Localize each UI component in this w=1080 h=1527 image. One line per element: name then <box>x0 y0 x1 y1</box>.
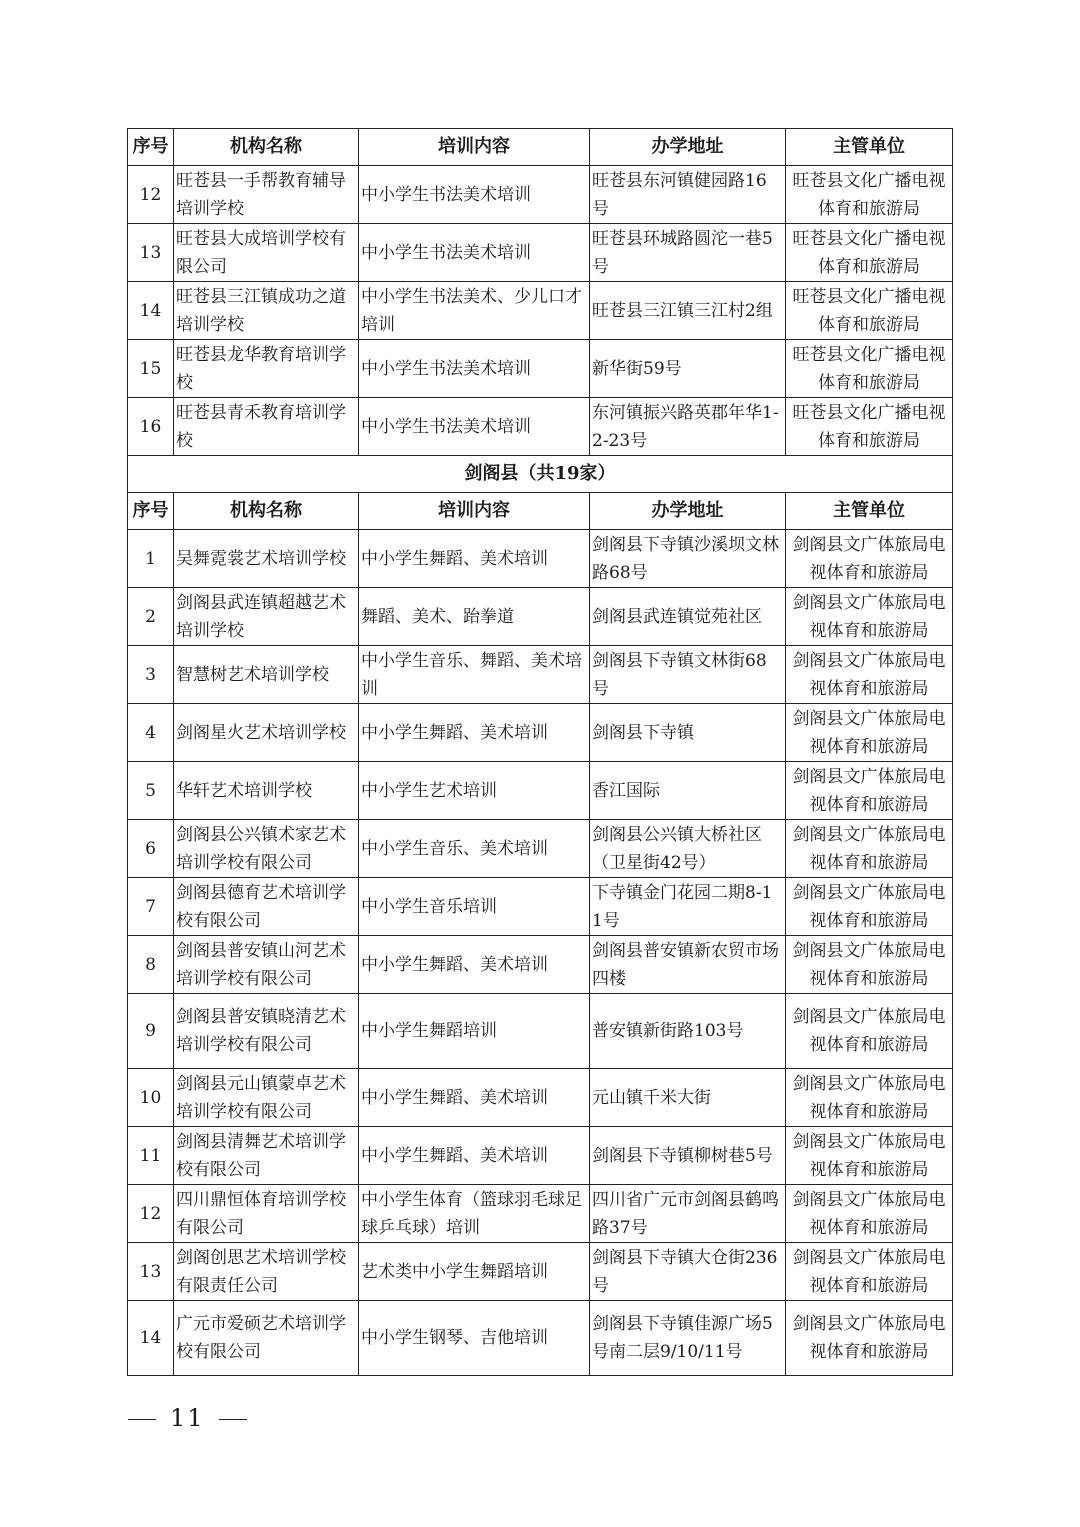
header-cell-unit: 主管单位 <box>786 493 953 530</box>
cell-content: 中小学生钢琴、吉他培训 <box>359 1301 590 1376</box>
cell-unit: 剑阁县文广体旅局电视体育和旅游局 <box>786 1301 953 1376</box>
cell-no: 13 <box>128 224 174 282</box>
cell-unit: 剑阁县文广体旅局电视体育和旅游局 <box>786 762 953 820</box>
cell-content: 中小学生书法美术培训 <box>359 166 590 224</box>
cell-content: 中小学生书法美术培训 <box>359 224 590 282</box>
cell-name: 剑阁县武连镇超越艺术培训学校 <box>174 588 359 646</box>
cell-unit: 剑阁县文广体旅局电视体育和旅游局 <box>786 646 953 704</box>
cell-address: 旺苍县三江镇三江村2组 <box>590 282 786 340</box>
header-cell-no: 序号 <box>128 493 174 530</box>
cell-content: 中小学生舞蹈培训 <box>359 994 590 1069</box>
header-cell-unit: 主管单位 <box>786 129 953 166</box>
cell-no: 10 <box>128 1069 174 1127</box>
table-row <box>128 530 953 588</box>
cell-no: 3 <box>128 646 174 704</box>
table-row <box>128 936 953 994</box>
cell-content: 中小学生书法美术培训 <box>359 398 590 456</box>
cell-unit: 剑阁县文广体旅局电视体育和旅游局 <box>786 704 953 762</box>
cell-name: 旺苍县龙华教育培训学校 <box>174 340 359 398</box>
cell-no: 2 <box>128 588 174 646</box>
cell-no: 11 <box>128 1127 174 1185</box>
cell-name: 剑阁县公兴镇术家艺术培训学校有限公司 <box>174 820 359 878</box>
cell-name: 剑阁创思艺术培训学校有限责任公司 <box>174 1243 359 1301</box>
section-title-row <box>128 456 953 493</box>
table-row <box>128 646 953 704</box>
cell-address: 剑阁县下寺镇大仓街236号 <box>590 1243 786 1301</box>
cell-no: 9 <box>128 994 174 1069</box>
cell-no: 8 <box>128 936 174 994</box>
cell-unit: 旺苍县文化广播电视体育和旅游局 <box>786 340 953 398</box>
cell-address: 旺苍县环城路圆沱一巷5号 <box>590 224 786 282</box>
cell-address: 剑阁县下寺镇柳树巷5号 <box>590 1127 786 1185</box>
table-row <box>128 1127 953 1185</box>
cell-address: 香江国际 <box>590 762 786 820</box>
cell-name: 剑阁星火艺术培训学校 <box>174 704 359 762</box>
cell-name: 剑阁县德育艺术培训学校有限公司 <box>174 878 359 936</box>
table-row <box>128 704 953 762</box>
cell-content: 舞蹈、美术、跆拳道 <box>359 588 590 646</box>
cell-no: 14 <box>128 282 174 340</box>
cell-no: 12 <box>128 1185 174 1243</box>
page-number: 11 <box>170 1404 205 1432</box>
cell-no: 1 <box>128 530 174 588</box>
cell-no: 15 <box>128 340 174 398</box>
cell-content: 中小学生音乐培训 <box>359 878 590 936</box>
cell-unit: 剑阁县文广体旅局电视体育和旅游局 <box>786 820 953 878</box>
cell-address: 剑阁县武连镇觉苑社区 <box>590 588 786 646</box>
header-cell-address: 办学地址 <box>590 493 786 530</box>
section-title: 剑阁县（共19家） <box>128 456 953 493</box>
cell-address: 剑阁县下寺镇沙溪坝文林路68号 <box>590 530 786 588</box>
cell-content: 中小学生舞蹈、美术培训 <box>359 936 590 994</box>
cell-name: 旺苍县大成培训学校有限公司 <box>174 224 359 282</box>
cell-name: 剑阁县普安镇晓清艺术培训学校有限公司 <box>174 994 359 1069</box>
cell-address: 剑阁县公兴镇大桥社区（卫星街42号） <box>590 820 786 878</box>
cell-address: 元山镇千米大街 <box>590 1069 786 1127</box>
table-row <box>128 762 953 820</box>
cell-address: 剑阁县普安镇新农贸市场四楼 <box>590 936 786 994</box>
header-cell-content: 培训内容 <box>359 129 590 166</box>
cell-no: 7 <box>128 878 174 936</box>
cell-name: 华轩艺术培训学校 <box>174 762 359 820</box>
cell-content: 中小学生体育（篮球羽毛球足球乒乓球）培训 <box>359 1185 590 1243</box>
cell-no: 16 <box>128 398 174 456</box>
cell-address: 旺苍县东河镇健园路16号 <box>590 166 786 224</box>
cell-address: 剑阁县下寺镇 <box>590 704 786 762</box>
footer-dash-left <box>128 1419 156 1421</box>
cell-content: 中小学生舞蹈、美术培训 <box>359 530 590 588</box>
cell-address: 新华街59号 <box>590 340 786 398</box>
cell-name: 吴舞霓裳艺术培训学校 <box>174 530 359 588</box>
training-institutions-table <box>127 128 953 1376</box>
cell-address: 下寺镇金门花园二期8-11号 <box>590 878 786 936</box>
cell-address: 四川省广元市剑阁县鹤鸣路37号 <box>590 1185 786 1243</box>
footer-dash-right <box>219 1419 247 1421</box>
cell-content: 中小学生舞蹈、美术培训 <box>359 1127 590 1185</box>
cell-no: 14 <box>128 1301 174 1376</box>
table-row <box>128 1301 953 1376</box>
cell-unit: 旺苍县文化广播电视体育和旅游局 <box>786 224 953 282</box>
header-cell-content: 培训内容 <box>359 493 590 530</box>
table-row <box>128 878 953 936</box>
cell-name: 广元市爱硕艺术培训学校有限公司 <box>174 1301 359 1376</box>
page-footer <box>128 1404 247 1432</box>
cell-name: 智慧树艺术培训学校 <box>174 646 359 704</box>
table-row <box>128 1185 953 1243</box>
table-row <box>128 1069 953 1127</box>
table-row <box>128 282 953 340</box>
cell-unit: 剑阁县文广体旅局电视体育和旅游局 <box>786 588 953 646</box>
table-row <box>128 398 953 456</box>
header-cell-address: 办学地址 <box>590 129 786 166</box>
cell-content: 艺术类中小学生舞蹈培训 <box>359 1243 590 1301</box>
cell-name: 剑阁县元山镇蒙卓艺术培训学校有限公司 <box>174 1069 359 1127</box>
table-row <box>128 1243 953 1301</box>
cell-content: 中小学生音乐、舞蹈、美术培训 <box>359 646 590 704</box>
header-cell-name: 机构名称 <box>174 129 359 166</box>
table-row <box>128 820 953 878</box>
header-cell-name: 机构名称 <box>174 493 359 530</box>
table-row <box>128 166 953 224</box>
cell-content: 中小学生书法美术、少儿口才培训 <box>359 282 590 340</box>
table-row <box>128 588 953 646</box>
cell-unit: 剑阁县文广体旅局电视体育和旅游局 <box>786 1069 953 1127</box>
cell-content: 中小学生书法美术培训 <box>359 340 590 398</box>
cell-name: 旺苍县青禾教育培训学校 <box>174 398 359 456</box>
table-header-row <box>128 493 953 530</box>
cell-name: 四川鼎恒体育培训学校有限公司 <box>174 1185 359 1243</box>
cell-address: 东河镇振兴路英郡年华1-2-23号 <box>590 398 786 456</box>
cell-unit: 旺苍县文化广播电视体育和旅游局 <box>786 398 953 456</box>
table-header-row <box>128 129 953 166</box>
cell-unit: 旺苍县文化广播电视体育和旅游局 <box>786 166 953 224</box>
cell-no: 6 <box>128 820 174 878</box>
cell-unit: 剑阁县文广体旅局电视体育和旅游局 <box>786 1127 953 1185</box>
cell-address: 剑阁县下寺镇佳源广场5号南二层9/10/11号 <box>590 1301 786 1376</box>
cell-content: 中小学生音乐、美术培训 <box>359 820 590 878</box>
cell-address: 剑阁县下寺镇文林街68号 <box>590 646 786 704</box>
header-cell-no: 序号 <box>128 129 174 166</box>
cell-name: 剑阁县清舞艺术培训学校有限公司 <box>174 1127 359 1185</box>
table-row <box>128 340 953 398</box>
cell-unit: 剑阁县文广体旅局电视体育和旅游局 <box>786 994 953 1069</box>
cell-no: 5 <box>128 762 174 820</box>
cell-content: 中小学生舞蹈、美术培训 <box>359 704 590 762</box>
cell-name: 旺苍县一手帮教育辅导培训学校 <box>174 166 359 224</box>
cell-no: 13 <box>128 1243 174 1301</box>
cell-unit: 剑阁县文广体旅局电视体育和旅游局 <box>786 1185 953 1243</box>
cell-unit: 剑阁县文广体旅局电视体育和旅游局 <box>786 530 953 588</box>
cell-content: 中小学生舞蹈、美术培训 <box>359 1069 590 1127</box>
cell-name: 剑阁县普安镇山河艺术培训学校有限公司 <box>174 936 359 994</box>
cell-no: 4 <box>128 704 174 762</box>
cell-no: 12 <box>128 166 174 224</box>
cell-unit: 剑阁县文广体旅局电视体育和旅游局 <box>786 936 953 994</box>
cell-unit: 剑阁县文广体旅局电视体育和旅游局 <box>786 878 953 936</box>
cell-address: 普安镇新街路103号 <box>590 994 786 1069</box>
cell-name: 旺苍县三江镇成功之道培训学校 <box>174 282 359 340</box>
cell-unit: 剑阁县文广体旅局电视体育和旅游局 <box>786 1243 953 1301</box>
table-row <box>128 994 953 1069</box>
cell-unit: 旺苍县文化广播电视体育和旅游局 <box>786 282 953 340</box>
cell-content: 中小学生艺术培训 <box>359 762 590 820</box>
table-row <box>128 224 953 282</box>
